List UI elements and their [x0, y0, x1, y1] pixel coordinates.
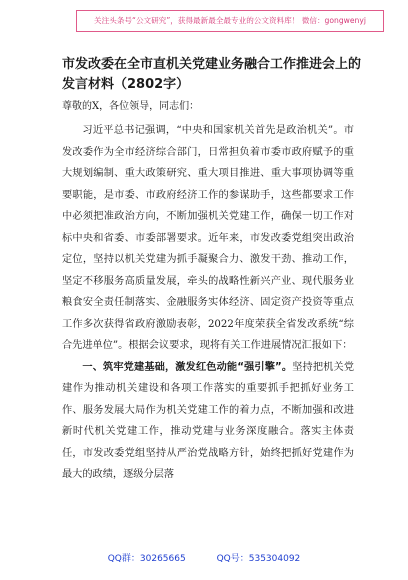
- footer-qq-number: QQ号：535304092: [216, 554, 301, 564]
- promo-banner: 关注头条号“公文研究”，获得最新最全最专业的公文资料库！ 微信：gongwenyj: [76, 10, 384, 32]
- intro-paragraph: 习近平总书记强调，“中央和国家机关首先是政治机关”。市发改委作为全市经济综合部门，日常担负着市委市政府赋予的重大规划编制、重大政策研究、重大项目推进、重大事项协调等重要职能，是市委、市政府经济工作的参谋助手，这些都要求工作中必须把准政治方向，不断加强机关党建工作，确保一切工作对标中央和省委、市委部署要求。近年来，市发改委党组突出政治定位，坚持以机关党建为抓手凝聚合力、激发干劲、推动工作，坚定不移服务高质量发展，牵头的战略性新兴产业、现代服务业粮食安全责任制落实、金融服务实体经济、固定资产投资等重点工作多次获得省政府激励表彰，2022年度荣获全省发改系统“综合先进单位”。根据会议要求，现将有关工作进展情况汇报如下：: [62, 125, 354, 351]
- section-1-paragraph: [62, 357, 354, 486]
- footer: [0, 552, 408, 566]
- salutation: 尊敬的X，各位领导，同志们：: [62, 101, 200, 112]
- section-1-text: 坚持把机关党建作为推动机关建设和各项工作落实的重要抓手把抓好业务工作、服务发展大局作为机关党建工作的着力点，不断加强和改进新时代机关党建工作，推动党建与业务深度融合。落实主体责任，市发改委党组坚持从严治党战略方针，始终把抓好党建作为最大的政绩，逐级分层落: [62, 361, 355, 480]
- footer-qq-group: QQ群：30265665: [107, 554, 186, 564]
- page-title: 市发改委在全市直机关党建业务融合工作推进会上的发言材料（2802字）: [62, 57, 362, 92]
- document-body: [62, 120, 354, 486]
- section-1-heading: 一、筑牢党建基础，激发红色动能“强引擎”。: [82, 361, 293, 373]
